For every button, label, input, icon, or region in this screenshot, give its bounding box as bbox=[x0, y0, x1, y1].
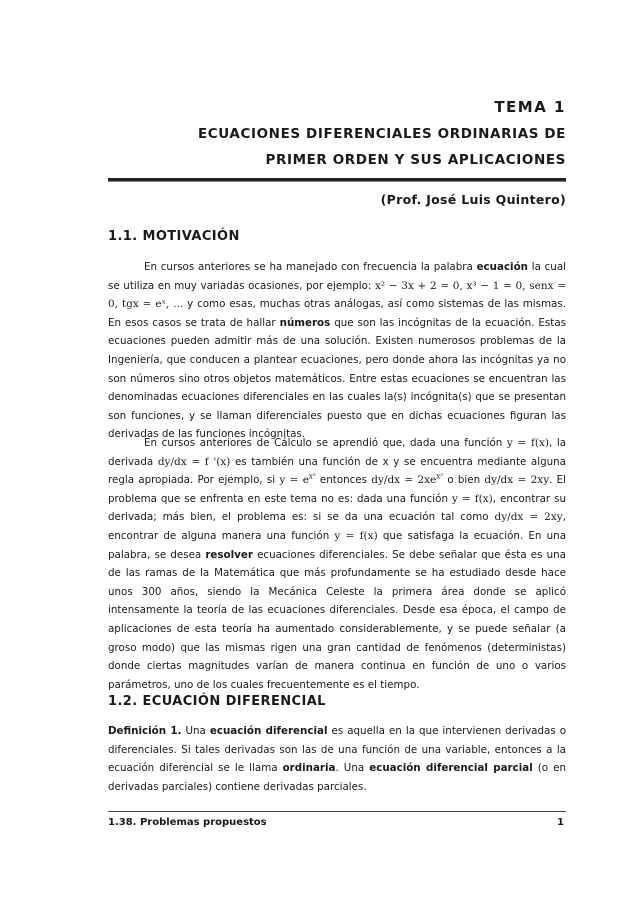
footer-divider bbox=[108, 811, 566, 812]
chapter-label: TEMA 1 bbox=[494, 98, 566, 116]
author-line: (Prof. José Luis Quintero) bbox=[380, 192, 566, 207]
footer-section-label: 1.38. Problemas propuestos bbox=[108, 817, 267, 828]
chapter-title-line-1: ECUACIONES DIFERENCIALES ORDINARIAS DE bbox=[197, 126, 566, 142]
paragraph-definicion-1: Definición 1. Una ecuación diferencial es aquella en la que intervienen derivadas o diferenciales. Si tales derivadas son las de una función de una variable, entonces a la ecuación diferencial se le llama ordinaria. Una ecuación diferencial parcial (o en derivadas parciales) contiene derivadas parciales. bbox=[108, 725, 567, 793]
page-number: 1 bbox=[557, 817, 564, 828]
section-heading-motivacion: 1.1. MOTIVACIÓN bbox=[108, 229, 240, 244]
title-divider bbox=[108, 178, 566, 182]
paragraph-motivacion-1: En cursos anteriores se ha manejado con frecuencia la palabra ecuación la cual se utiliza en muy variadas ocasiones, por ejemplo: x² − 3x + 2 = 0, x³ − 1 = 0, senx = 0, tgx = eˣ, ... y como esas, muchas otras análogas, así como sistemas de las mismas. En esos casos se trata de hallar números que son las incógnitas de la ecuación. Estas ecuaciones pueden admitir más de una solución. Existen numerosos problemas de la Ingeniería, que conducen a plantear ecuaciones, pero donde ahora las incógnitas ya no son números sino otros objetos matemáticos. Entre estas ecuaciones se encuentran las denominadas ecuaciones diferenciales en las cuales la(s) incógnita(s) que se presentan son funciones, y se llaman diferenciales puesto que en dichas ecuaciones figuran las derivadas de las funciones incógnitas. bbox=[108, 261, 566, 441]
chapter-title-line-2: PRIMER ORDEN Y SUS APLICACIONES bbox=[265, 152, 566, 168]
math-examples: x² − 3x + 2 = 0, x³ − 1 = 0, senx = 0, tgx = eˣ, ... bbox=[108, 279, 566, 311]
section-heading-ecuacion-diferencial: 1.2. ECUACIÓN DIFERENCIAL bbox=[108, 694, 326, 709]
paragraph-motivacion-2: En cursos anteriores de Cálculo se aprendió que, dada una función y = f(x), la derivada dy/dx = f '(x) es también una función de x y se encuentra mediante alguna regla apropiada. Por ejemplo, si $y = e^{x^2}$ entonces $dy/dx = 2xe^{x^2}$ o bien dy/dx = 2xy. El problema que se enfrenta en este tema no es: dada una función y = f(x), encontrar su derivada; más bien, el problema es: si se da una ecuación tal como dy/dx = 2xy, encontrar de alguna manera una función y = f(x) que satisfaga la ecuación. En una palabra, se desea resolver ecuaciones diferenciales. Se debe señalar que ésta es una de las ramas de la Matemática que más profundamente se ha estudiado desde hace unos 300 años, siendo la Mecánica Celeste la primera área donde se aplicó intensamente la teoría de las ecuaciones diferenciales. Desde esa época, el campo de aplicaciones de esta teoría ha aumentado considerablemente, y se puede señalar (a groso modo) que las mismas rigen una gran cantidad de fenómenos (deterministas) donde ciertas magnitudes varían de manera continua en función de uno o varios parámetros, uno de los cuales frecuentemente es el tiempo. bbox=[108, 437, 567, 691]
